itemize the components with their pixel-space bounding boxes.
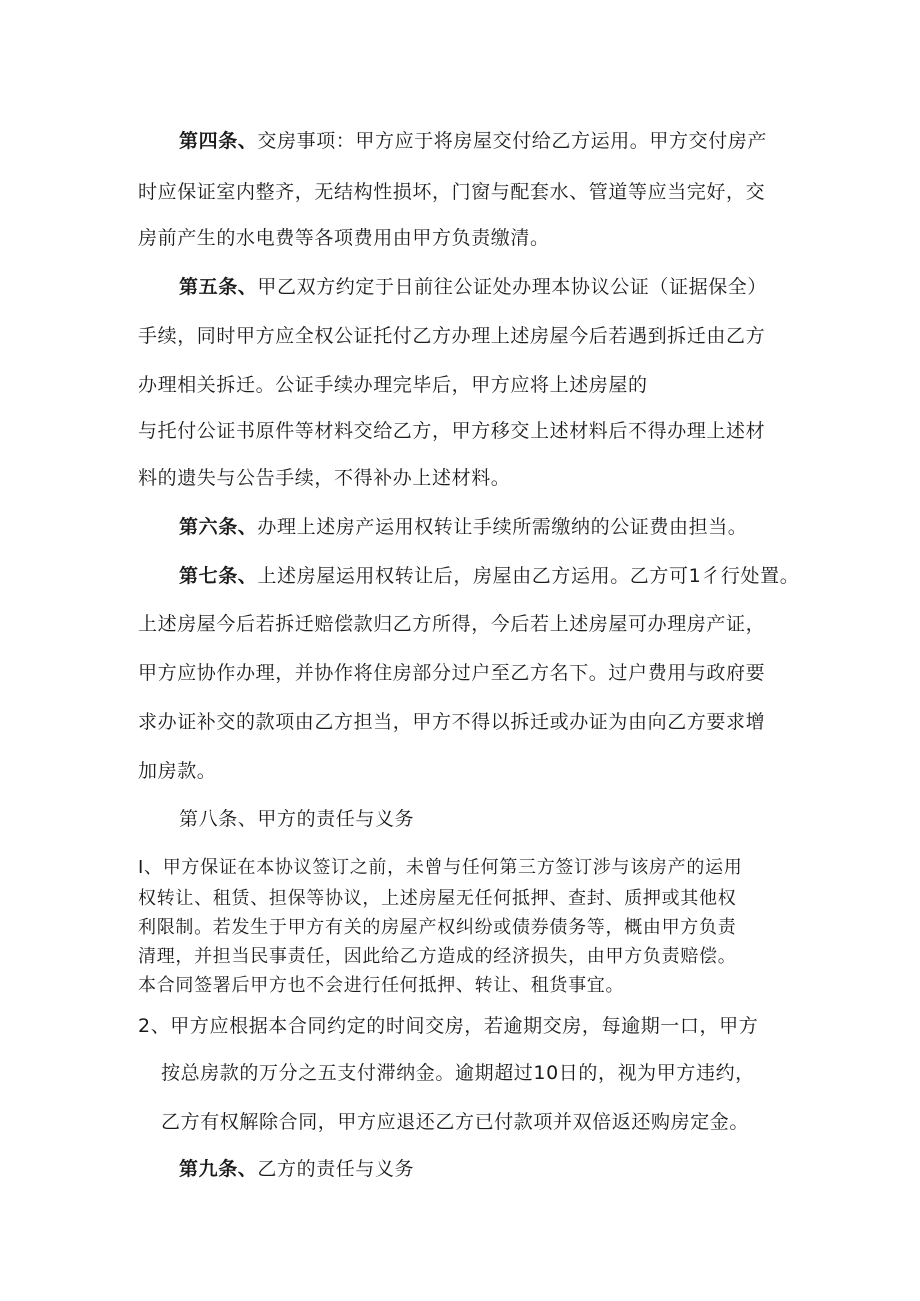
article4-heading: 第四条、 xyxy=(179,130,258,152)
article5-line-1 xyxy=(179,272,767,299)
article7-line-4: 求办证补交的款项由乙方担当，甲方不得以拆迁或办证为由向乙方要求增 xyxy=(138,711,766,733)
article8-clause1-text-1: 甲方保证在本协议签订之前，未曾与任何第三方签订涉与该房产的运用 xyxy=(162,857,743,878)
article8-title: 甲方的责任与义务 xyxy=(257,808,415,830)
article8-clause2-text-1: 甲方应根据本合同约定的时间交房，若逾期交房，每逾期一口，甲方 xyxy=(170,1015,759,1037)
article5-line-4: 与托付公证书原件等材料交给乙方，甲方移交上述材料后不得办理上述材 xyxy=(138,420,766,442)
article8-clause1-line-3: 利限制。若发生于甲方有关的房屋产权纠纷或债券债务等，概由甲方负责 xyxy=(138,917,737,938)
article9-title: 乙方的责任与义务 xyxy=(257,1158,415,1180)
article9-title-line xyxy=(179,1154,414,1181)
article5-line-5: 料的遗失与公告手续，不得补办上述材料。 xyxy=(138,467,511,489)
article6-line-1 xyxy=(179,512,747,539)
article8-clause2-line-2: 按总房款的万分之五支付滞纳金。逾期超过10日的，视为甲方违约， xyxy=(161,1062,755,1084)
article4-line-2: 时应保证室内整齐，无结构性损坏，门窗与配套水、管道等应当完好，交 xyxy=(138,181,766,203)
article8-clause2-number: 2、 xyxy=(138,1015,171,1037)
article8-title-line xyxy=(179,804,414,831)
article9-heading: 第九条、 xyxy=(179,1158,258,1180)
article6-text-1: 办理上述房产运用权转让手续所需缴纳的公证费由担当。 xyxy=(257,516,748,538)
article7-heading: 第七条、 xyxy=(179,565,258,587)
article7-text-1: 上述房屋运用权转让后，房屋由乙方运用。乙方可1彳行处置。 xyxy=(257,565,800,587)
article5-text-1: 甲乙双方约定于日前往公证处办理本协议公证（证据保全） xyxy=(257,276,768,298)
article8-clause2-line-1 xyxy=(138,1011,758,1038)
article8-clause1-line-1 xyxy=(138,853,742,879)
article8-clause1-line-4: 清理，并担当民事责任，因此给乙方造成的经济损失，由甲方负责赔偿。 xyxy=(138,946,737,967)
article4-line-1 xyxy=(179,126,767,153)
article7-line-1 xyxy=(179,561,799,588)
article8-heading: 第八条、 xyxy=(179,808,258,830)
article7-line-2: 上述房屋今后若拆迁赔偿款归乙方所得，今后若上述房屋可办理房产证， xyxy=(138,613,766,635)
article8-clause2-line-3: 乙方有权解除合同，甲方应退还乙方已付款项并双倍返还购房定金。 xyxy=(161,1111,750,1133)
article8-clause1-line-5: 本合同签署后甲方也不会进行任何抵押、转让、租货事宜。 xyxy=(138,975,625,996)
article8-clause1-line-2: 权转让、租赁、担保等协议，上述房屋无任何抵押、查封、质押或其他权 xyxy=(138,888,737,909)
article7-line-3: 甲方应协作办理，并协作将住房部分过户至乙方名下。过户费用与政府要 xyxy=(138,662,766,684)
article4-line-3: 房前产生的水电费等各项费用由甲方负责缴清。 xyxy=(138,227,550,249)
article5-line-2: 手续，同时甲方应全权公证托付乙方办理上述房屋今后若遇到拆迁由乙方 xyxy=(138,325,766,347)
article4-text-1: 交房事项：甲方应于将房屋交付给乙方运用。甲方交付房产 xyxy=(257,130,768,152)
article6-heading: 第六条、 xyxy=(179,516,258,538)
article5-line-3: 办理相关拆迁。公证手续办理完毕后，甲方应将上述房屋的 xyxy=(138,374,648,396)
article8-clause1-number: I、 xyxy=(138,857,163,878)
article7-line-5: 加房款。 xyxy=(138,760,217,782)
article5-heading: 第五条、 xyxy=(179,276,258,298)
